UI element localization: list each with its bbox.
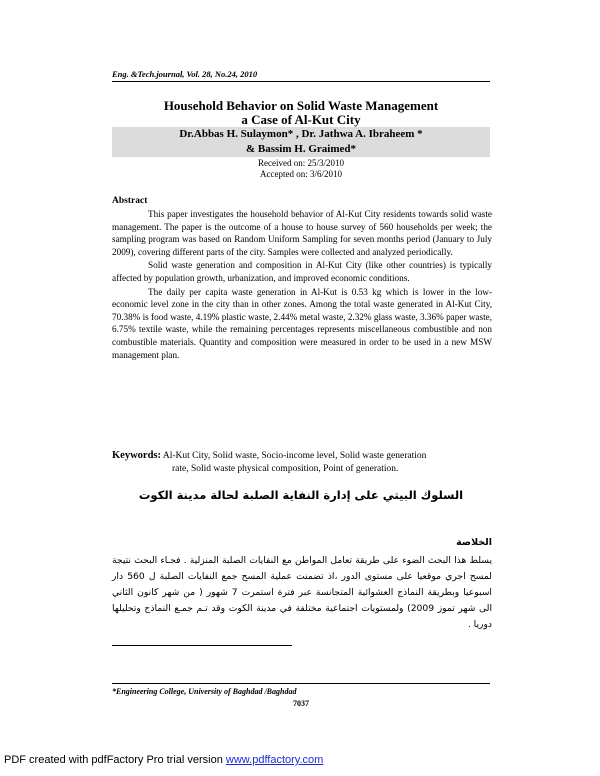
- received-date: Received on: 25/3/2010: [258, 158, 344, 168]
- abstract-heading: Abstract: [112, 196, 148, 206]
- pdffactory-link[interactable]: www.pdffactory.com: [225, 754, 324, 766]
- arabic-abstract-body: يسلط هذا البحث الضوء على طريقة تعامل المواطن مع النفايات الصلبة المنزلية . فجـاء البحث نتيجة لمسح اجري موقعيا على مستوى الدور ،اذ تضمنت عملية المسح جمع النفايات الصلبة ل 560 دار اسبوعيا وبطريقة النماذج العشوائية المتجانسة عبر فترة استمرت 7 شهور ( من شهر كانون الثاني الى شهر تموز 2009) ولمستويات اجتماعية مختلفة في مدينة الكوت وقد تـم جمـع النماذج وتحليلها دوريا .: [112, 555, 493, 630]
- arabic-abstract-heading: الخلاصة: [456, 537, 492, 548]
- journal-header: Eng. &Tech.journal, Vol. 28, No.24, 2010: [112, 69, 258, 79]
- accepted-date: Accepted on: 3/6/2010: [260, 169, 342, 179]
- abstract-paragraph: Solid waste generation and composition in Al-Kut City (like other countries) is typically affected by population growth, urbanization, and improved economic conditions.: [112, 260, 492, 283]
- paper-title-line-1: Household Behavior on Solid Waste Management: [163, 98, 439, 113]
- pdf-watermark: [4, 754, 323, 766]
- abstract-paragraph: This paper investigates the household behavior of Al-Kut City residents towards solid waste management. The paper is the outcome of a house to house survey of 560 households per week; the sampling program was based on Random Uniform Sampling for seven months period (January to July 2009), covering different parts of the city. Samples were collected and analyzed periodically.: [112, 209, 492, 257]
- footnote-rule: [112, 645, 292, 646]
- pdf-watermark-text: PDF created with pdfFactory Pro trial version: [4, 754, 223, 766]
- keywords-line-1: Al-Kut City, Solid waste, Socio-income level, Solid waste generation: [162, 451, 427, 461]
- arabic-title: السلوك البيتي على إدارة النفاية الصلبة لحالة مدينة الكوت: [138, 488, 464, 502]
- footer-rule: [112, 683, 490, 684]
- authors-line-2: & Bassim H. Graimed*: [246, 143, 356, 155]
- keywords-label: Keywords:: [112, 450, 161, 461]
- page-number: 7037: [293, 699, 309, 708]
- abstract-paragraph: The daily per capita waste generation in Al-Kut is 0.53 kg which is lower in the low- economic level zone in the city than in other zones. Among the total waste generated in Al-Kut City, 70.38% is food waste, 4.19% plastic waste, 2.44% metal waste, 2.32% glass waste, 3.36% paper waste, 6.75% textile waste, while the remaining percentages represents miscellaneous combustible and non combustible materials. Quantity and composition were measured in order to be used in a new MSW management plan.: [112, 286, 492, 360]
- header-rule: [112, 81, 490, 82]
- affiliation-footnote: *Engineering College, University of Baghdad /Baghdad: [112, 687, 297, 696]
- abstract-body: [112, 208, 492, 362]
- keywords-line-2: rate, Solid waste physical composition, Point of generation.: [172, 464, 399, 474]
- paper-title-line-2: a Case of Al-Kut City: [241, 112, 361, 127]
- authors-line-1: Dr.Abbas H. Sulaymon* , Dr. Jathwa A. Ibraheem *: [179, 128, 423, 140]
- keywords-block: [112, 449, 492, 476]
